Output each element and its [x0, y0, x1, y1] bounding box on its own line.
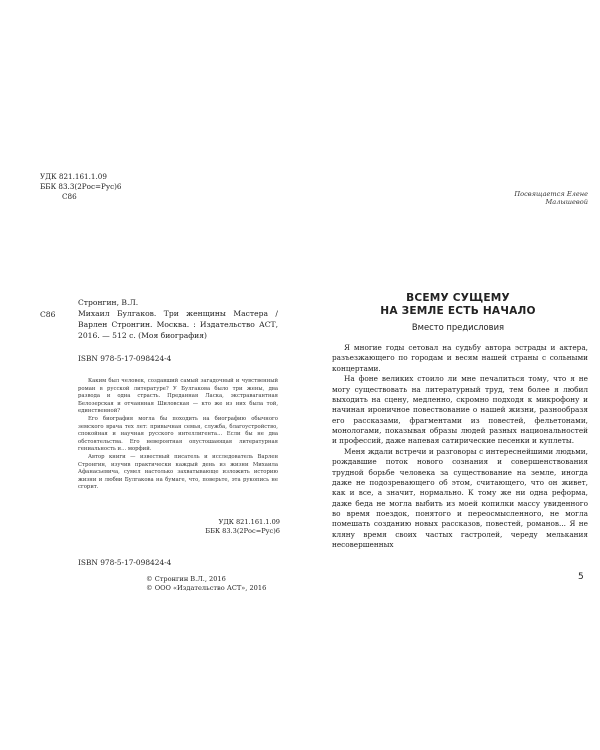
classification-block-2: [200, 518, 280, 536]
udk-code: УДК 821.161.1.09: [40, 172, 107, 181]
annotation: [78, 378, 278, 492]
bbk-code: ББК 83.3(2Рос=Рус)6: [40, 182, 122, 191]
author-sign: С86: [62, 192, 77, 201]
bbk-code-2: ББК 83.3(2Рос=Рус)6: [205, 527, 280, 535]
author-name: Стронгин, В.Л.: [78, 298, 139, 307]
author-sign-side: С86: [40, 310, 56, 319]
copyright-author: © Стронгин В.Л., 2016: [146, 575, 226, 583]
catalog-entry: Михаил Булгаков. Три женщины Мастера / Варлен Стронгин. Москва. : Издательство АСТ, 2016. — 512 с. (Моя биография): [78, 309, 278, 340]
copyright-block: [146, 575, 266, 593]
annotation-paragraph: Каким был человек, создавший самый загадочный и чувственный роман в русской литературе? У Булгакова было три жены, два развода и одна страсть. Преданная Ласка, экстравагантная Белозерская и отчаянная Шиловская — кто же из них была той, единственной?: [78, 378, 278, 415]
dedication: Посвящается Елене Малышевой: [514, 190, 588, 206]
page-number: 5: [578, 572, 584, 582]
annotation-paragraph: Его биография могла бы походить на биографию обычного земского врача тех лет: привычная семья, служба, благоустройство, спокойная и научная русского интеллигента... Если бы не два обстоятельства. Его невероятная опустошающая литературная гениальность и... морфий.: [78, 415, 278, 453]
body-paragraph: Меня ждали встречи и разговоры с интереснейшими людьми, рождавшие поток нового сознания и совершенствования трудной борьбе человека за существование на земле, иногда даже не подозревающего об этом, считающего, что он живет, как и все, а значит, нормально. К тому же ни одна реформа, даже беда не могла выбить из моей копилки массу увиденного во время поездок, понятого и переосмысленного, не могла помешать созданию новых рассказов, повестей, романов... Я не кляну время своих частых гастролей, череду мелькания несовершенных: [332, 447, 588, 549]
preface-text: [332, 343, 588, 551]
isbn-bottom: ISBN 978-5-17-098424-4: [78, 558, 172, 567]
chapter-subtitle: Вместо предисловия: [411, 322, 505, 332]
body-paragraph: Я многие годы сетовал на судьбу автора эстрады и актера, разъезжающего по городам и весям нашей страны с сольными концертами.: [332, 343, 588, 373]
isbn-top: ISBN 978-5-17-098424-4: [78, 354, 172, 363]
classification-block: [40, 172, 121, 202]
chapter-title-line-1: ВСЕМУ СУЩЕМУ: [406, 292, 510, 304]
annotation-paragraph: Автор книги — известный писатель и исследователь Варлен Стронгин, изучив практически каждый день из жизни Михаила Афанасьевича, сумел настолько захватывающе изложить историю жизни и любви Булгакова на бумаге, что, поверьте, эта рукопись не сгорит.: [78, 453, 278, 491]
udk-code-2: УДК 821.161.1.09: [218, 518, 280, 526]
right-page: [300, 0, 600, 750]
chapter-title-line-2: НА ЗЕМЛЕ ЕСТЬ НАЧАЛО: [380, 305, 536, 317]
body-paragraph: На фоне великих стоило ли мне печалиться тому, что я не могу существовать на литературный труд, тем более я любил выходить на сцену, медленно, скромно подходя к микрофону и начиная ироничное повествование о нашей жизни, разнообразя его рассказами, фрагментами из повестей, фельетонами, монологами, показывая образы людей разных национальностей и профессий, даже напевая сатирические песенки и куплеты.: [332, 374, 588, 446]
copyright-publisher: © ООО «Издательство АСТ», 2016: [146, 584, 267, 592]
chapter-title: [330, 292, 586, 318]
bibliographic-record: [78, 297, 278, 341]
